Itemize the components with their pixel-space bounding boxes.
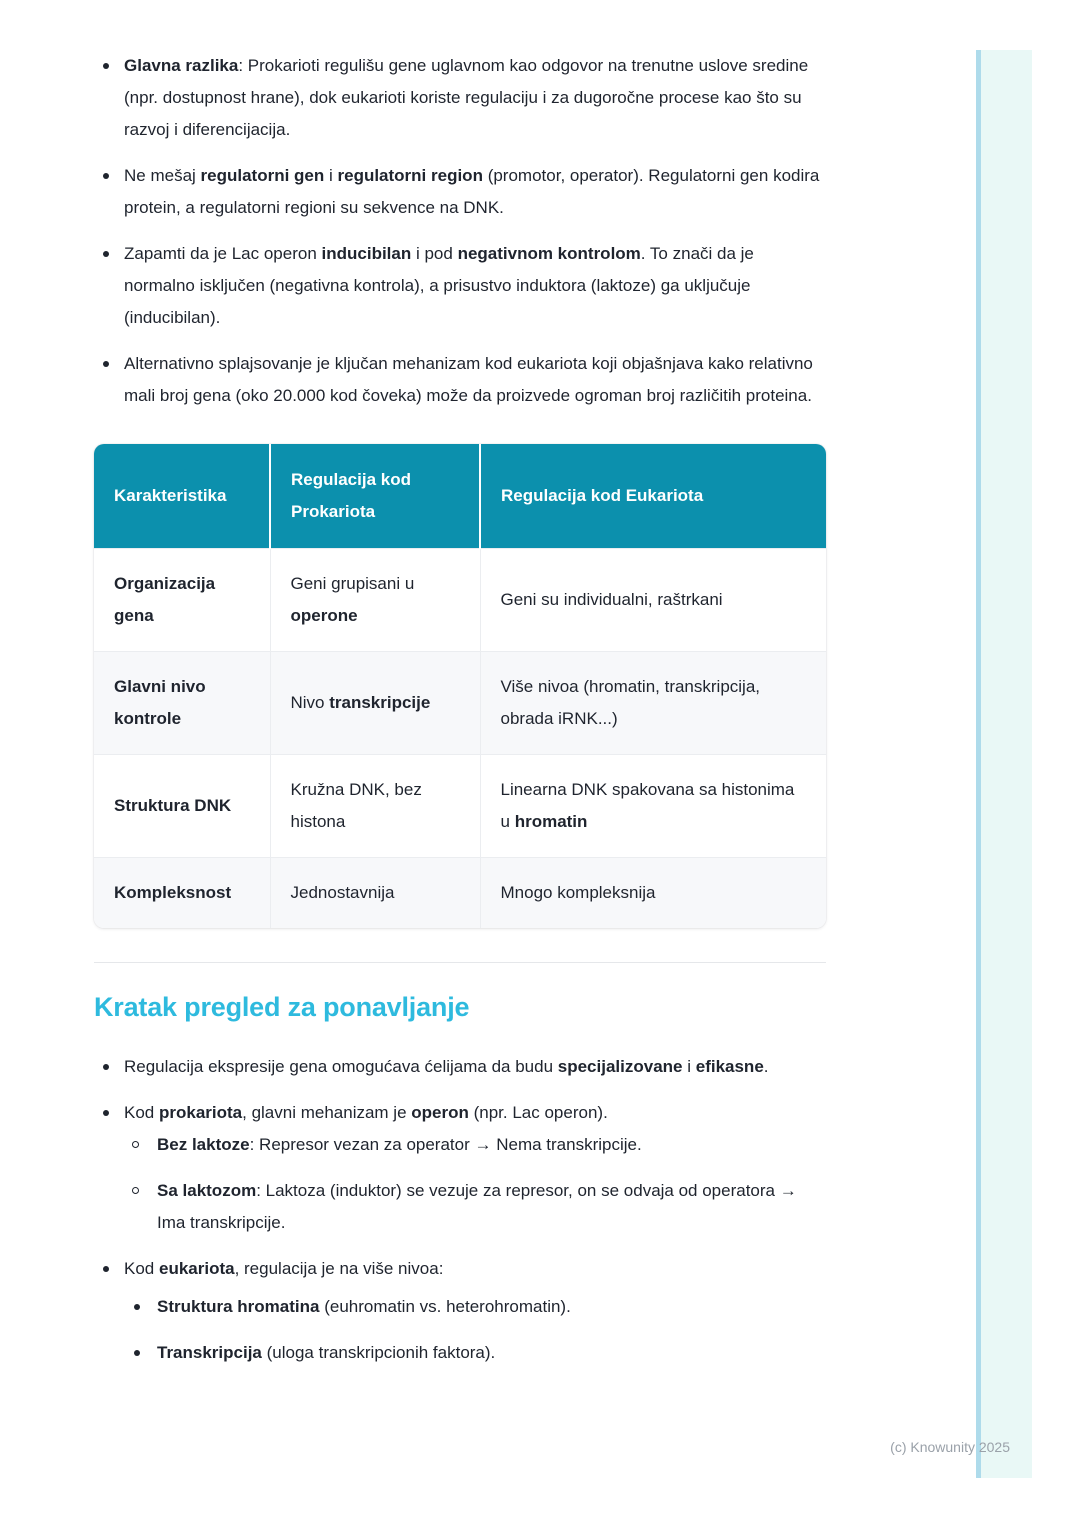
table-cell-label: Organizacija gena [94,549,270,652]
table-header-cell: Karakteristika [94,444,270,549]
list-item [124,1129,826,1161]
comparison-table [94,444,826,928]
list-item-text: Glavna razlika: Prokarioti regulišu gene uglavnom kao odgovor na trenutne uslove sredine (npr. dostupnost hrane), dok eukarioti koriste regulaciju i za dugoročne procese kao što su razvoj i diferencijacija. [124,56,809,139]
list-item [94,238,826,334]
table-cell: Jednostavnija [270,858,480,929]
table-row [94,755,826,858]
side-highlight-stripe [976,50,1032,1478]
list-item-text: Sa laktozom: Laktoza (induktor) se vezuje za represor, on se odvaja od operatora → Ima transkripcije. [157,1181,797,1232]
list-item [94,50,826,146]
list-item-text: Transkripcija (uloga transkripcionih faktora). [157,1343,496,1362]
bullet-icon [134,1304,140,1310]
table-cell: Više nivoa (hromatin, transkripcija, obrada iRNK...) [480,652,826,755]
list-item-text: Zapamti da je Lac operon inducibilan i pod negativnom kontrolom. To znači da je normalno isključen (negativna kontrola), a prisustvo induktora (laktoze) ga uključuje (inducibilan). [124,244,754,327]
nested-bullet-list [124,1129,826,1239]
bullet-icon [134,1350,140,1356]
list-item-body [124,1253,826,1369]
list-item [124,1175,826,1239]
table-cell-label: Glavni nivo kontrole [94,652,270,755]
table-row [94,652,826,755]
table-row [94,858,826,929]
list-item [94,348,826,412]
copyright-note: (c) Knowunity 2025 [890,1439,1010,1455]
bullet-icon [103,1110,109,1116]
list-item-text: Kod eukariota, regulacija je na više nivoa: [124,1259,444,1278]
circle-bullet-icon [132,1141,139,1148]
bullet-icon [103,251,109,257]
circle-bullet-icon [132,1187,139,1194]
list-item-text: Bez laktoze: Represor vezan za operator → Nema transkripcije. [157,1135,642,1154]
table-cell: Nivo transkripcije [270,652,480,755]
table-header-cell: Regulacija kod Eukariota [480,444,826,549]
list-item-text: Alternativno splajsovanje je ključan mehanizam kod eukariota koji objašnjava kako relativno mali broj gena (oko 20.000 kod čoveka) može da proizvede ogroman broj različitih proteina. [124,354,813,405]
table-cell: Mnogo kompleksnija [480,858,826,929]
notes-bullet-list [94,50,826,412]
table-header-row [94,444,826,549]
table-cell: Geni grupisani u operone [270,549,480,652]
table-cell: Linearna DNK spakovana sa histonima u hromatin [480,755,826,858]
section-divider [94,962,826,963]
list-item [124,1291,826,1323]
table-cell-label: Struktura DNK [94,755,270,858]
table-cell: Kružna DNK, bez histona [270,755,480,858]
list-item [94,1051,826,1083]
list-item [94,1253,826,1369]
list-item-body [124,1097,826,1239]
table-cell-label: Kompleksnost [94,858,270,929]
list-item-text: Regulacija ekspresije gena omogućava ćelijama da budu specijalizovane i efikasne. [124,1057,769,1076]
table-row [94,549,826,652]
list-item-text: Ne mešaj regulatorni gen i regulatorni region (promotor, operator). Regulatorni gen kodira protein, a regulatorni regioni su sekvence na DNK. [124,166,820,217]
list-item-text: Struktura hromatina (euhromatin vs. heterohromatin). [157,1297,571,1316]
review-bullet-list [94,1051,826,1369]
bullet-icon [103,361,109,367]
bullet-icon [103,1266,109,1272]
table-header-cell: Regulacija kod Prokariota [270,444,480,549]
table-cell: Geni su individualni, raštrkani [480,549,826,652]
bullet-icon [103,63,109,69]
document-content [94,50,826,1369]
list-item [124,1337,826,1369]
bullet-icon [103,1064,109,1070]
bullet-icon [103,173,109,179]
list-item [94,1097,826,1239]
list-item [94,160,826,224]
list-item-text: Kod prokariota, glavni mehanizam je operon (npr. Lac operon). [124,1103,608,1122]
nested-bullet-list [124,1291,826,1369]
section-heading: Kratak pregled za ponavljanje [94,992,470,1022]
